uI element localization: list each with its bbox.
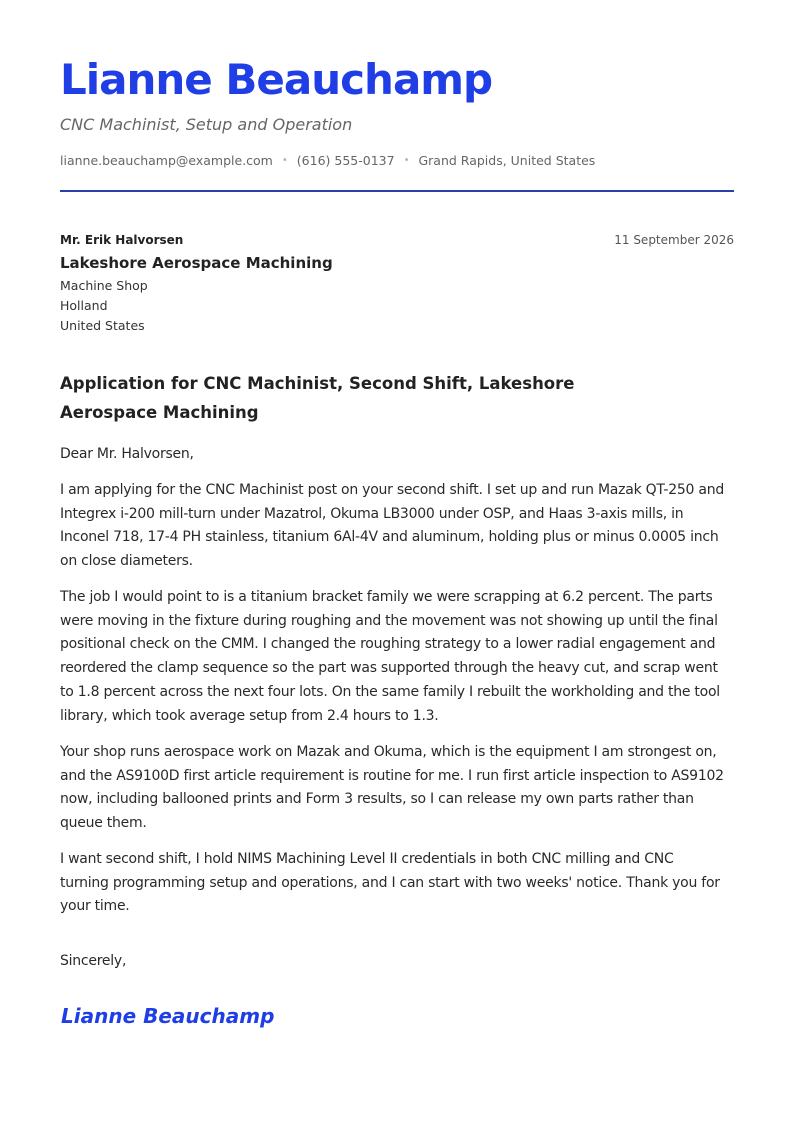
contact-phone: (616) 555-0137: [296, 153, 395, 168]
letter-date: 11 September 2026: [614, 233, 734, 247]
contact-location: Grand Rapids, United States: [418, 153, 596, 168]
contact-email: lianne.beauchamp@example.com: [60, 153, 273, 168]
contact-separator: •: [403, 155, 410, 166]
applicant-job-title: CNC Machinist, Setup and Operation: [60, 115, 353, 134]
letter-closing: Sincerely,: [60, 953, 127, 969]
contact-separator: •: [281, 155, 288, 166]
letter-paragraph: I am applying for the CNC Machinist post on your second shift. I set up and run Mazak QT-250 and Integrex i-200 mill-turn under Mazatrol, Okuma LB3000 under OSP, and Haas 3-axis mills, in Inconel 718, 17-4 PH stainless, titanium 6Al-4V and aluminum, holding plus or minus 0.0005 inch on close diameters.: [60, 482, 724, 570]
letter-subject: Application for CNC Machinist, Second Shift, Lakeshore Aerospace Machining: [60, 374, 575, 422]
letter-salutation: Dear Mr. Halvorsen,: [60, 446, 194, 462]
applicant-name: Lianne Beauchamp: [60, 55, 493, 104]
recipient-company: Lakeshore Aerospace Machining: [60, 254, 333, 272]
letter-paragraph: I want second shift, I hold NIMS Machining Level II credentials in both CNC milling and CNC turning programming setup and operations, and I can start with two weeks' notice. Thank you for your time.: [60, 851, 720, 915]
contact-line: [60, 152, 595, 170]
letter-paragraph: The job I would point to is a titanium bracket family we were scrapping at 6.2 percent. The parts were moving in the fixture during roughing and the movement was not showing up until the final positional check on the CMM. I changed the roughing strategy to a lower radial engagement and reordered the clamp sequence so the part was supported through the heavy cut, and scrap went to 1.8 percent across the next four lots. On the same family I rebuilt the workholding and the tool library, which took average setup from 2.4 hours to 1.3.: [60, 589, 720, 724]
recipient-city: Holland: [60, 298, 108, 313]
header-divider: [60, 190, 734, 192]
recipient-name: Mr. Erik Halvorsen: [60, 233, 184, 247]
letter-paragraph: Your shop runs aerospace work on Mazak and Okuma, which is the equipment I am strongest on, and the AS9100D first article requirement is routine for me. I run first article inspection to AS9102 now, including ballooned prints and Form 3 results, so I can release my own parts rather than queue them.: [60, 744, 724, 832]
recipient-department: Machine Shop: [60, 278, 148, 293]
signature: Lianne Beauchamp: [61, 1004, 275, 1028]
recipient-country: United States: [60, 318, 145, 333]
